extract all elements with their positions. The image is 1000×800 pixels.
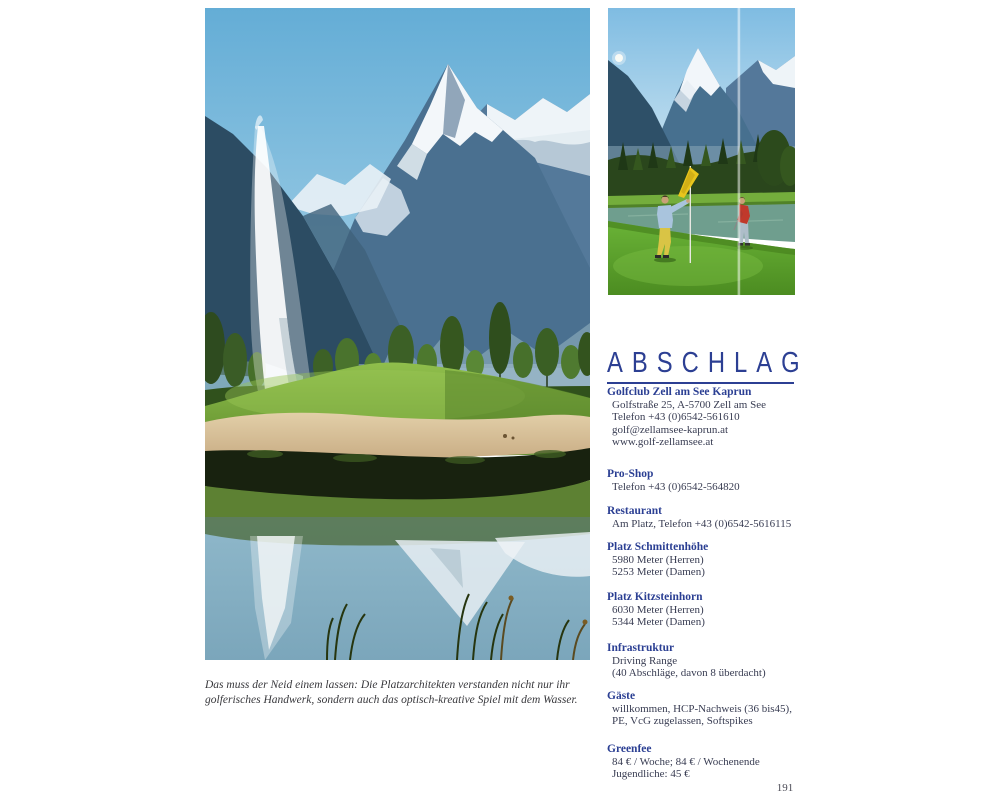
info-line: golf@zellamsee-kaprun.at: [612, 423, 729, 436]
page-number: 191: [776, 782, 794, 794]
caption-line: golferisches Handwerk, sondern auch das optisch-kreative Spiel mit dem Wasser.: [205, 694, 578, 706]
info-line: Golfstraße 25, A-5700 Zell am See: [612, 399, 766, 411]
section-proshop: [607, 468, 817, 493]
section-title: Platz Kitzsteinhorn: [607, 591, 703, 603]
section-title: Infrastruktur: [607, 642, 675, 654]
info-line: Jugendliche: 45 €: [612, 768, 690, 781]
golf-course-fountain-photo: [205, 8, 590, 660]
info-line: 5344 Meter (Damen): [612, 616, 705, 629]
info-line: willkommen, HCP-Nachweis (36 bis45),: [612, 703, 792, 715]
info-line: (40 Abschläge, davon 8 überdacht): [612, 667, 766, 680]
section-title: Golfclub Zell am See Kaprun: [607, 386, 752, 398]
golf-course-fountain-illustration: [205, 8, 590, 660]
section-title: Platz Schmittenhöhe: [607, 541, 709, 553]
info-line: 84 € / Woche; 84 € / Wochenende: [612, 756, 760, 768]
caption-line: Das muss der Neid einem lassen: Die Platzarchitekten verstanden nicht nur ihr: [205, 679, 570, 691]
section-title: Greenfee: [607, 743, 652, 755]
golfers-green-illustration: [608, 8, 795, 295]
section-title: Pro-Shop: [607, 468, 654, 480]
page-title: ABSCHLAG: [607, 347, 809, 379]
info-line: Telefon +43 (0)6542-561610: [612, 411, 740, 424]
section-platz-schmittenhoehe: [607, 541, 817, 579]
photo-caption: [205, 678, 605, 708]
info-line: www.golf-zellamsee.at: [612, 436, 714, 449]
info-line: Am Platz, Telefon +43 (0)6542-5616115: [612, 518, 792, 530]
info-line: 6030 Meter (Herren): [612, 604, 704, 616]
section-title: Gäste: [607, 690, 636, 702]
section-golfclub: [607, 386, 817, 449]
section-gaeste: [607, 690, 817, 728]
section-title: Restaurant: [607, 505, 662, 517]
info-line: 5980 Meter (Herren): [612, 554, 704, 566]
info-line: Driving Range: [612, 655, 678, 667]
section-greenfee: [607, 743, 817, 781]
golfers-green-photo: [608, 8, 795, 295]
section-infrastruktur: [607, 642, 817, 680]
section-restaurant: [607, 505, 817, 530]
headline-underline: [607, 382, 794, 384]
info-line: 5253 Meter (Damen): [612, 566, 705, 579]
section-platz-kitzsteinhorn: [607, 591, 817, 629]
info-line: Telefon +43 (0)6542-564820: [612, 481, 740, 493]
info-line: PE, VcG zugelassen, Softspikes: [612, 715, 753, 728]
